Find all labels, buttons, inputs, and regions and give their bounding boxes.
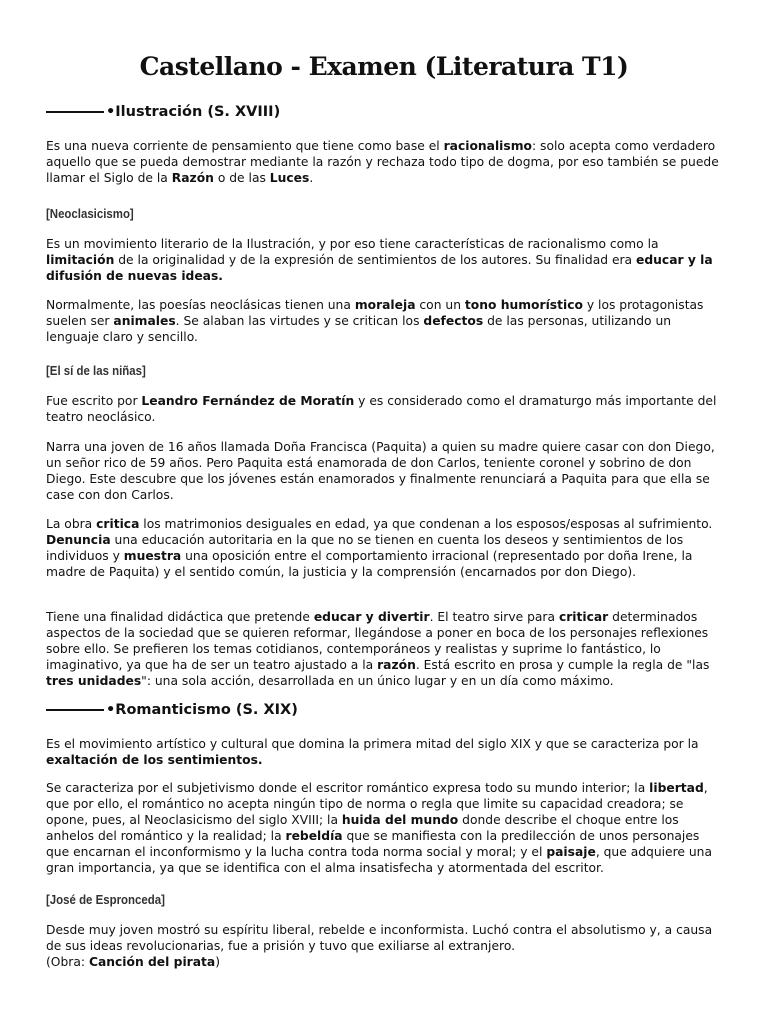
bold-term: criticar	[558, 610, 609, 624]
text-run: Se caracteriza por el subjetivismo donde el escritor romántico expresa todo su mundo interior; la	[46, 781, 650, 795]
section-heading-romanticismo: • Romanticismo (S. XIX)	[46, 702, 298, 718]
text-run: Fue escrito por	[46, 394, 142, 408]
text-run: . Se alaban las virtudes y se critican los	[175, 314, 424, 328]
text-run: . El teatro sirve para	[429, 610, 559, 624]
bold-term: tres unidades	[46, 674, 142, 688]
text-run: Desde muy joven mostró su espíritu liberal, rebelde e inconformista. Luchó contra el absolutismo y, a causa de sus ideas revolucionarias, fue a prisión y tuvo que exiliarse al extranjero.	[46, 923, 713, 953]
text-run: determinados aspectos de la sociedad que se quieren reformar, llegándose a poner en boca de los personajes reflexiones sobre ello. Se prefieren los temas cotidianos, contemporáneos y realistas y suprime lo fantástico, lo imaginativo, ya que ha de ser un teatro ajustado a la	[46, 610, 709, 672]
text-run: que se manifiesta con la predilección de unos personajes que encarnan el inconformismo y la lucha contra toda norma social y moral; y el	[46, 829, 700, 859]
paragraph	[46, 736, 726, 768]
bold-term: defectos	[423, 314, 484, 328]
subheading-jose-de-espronceda: [José de Espronceda]	[46, 892, 165, 907]
paragraph	[46, 439, 726, 503]
heading-rule	[46, 709, 104, 711]
text-run: . Está escrito en prosa y cumple la regla de "las	[415, 658, 710, 672]
text-run: Es el movimiento artístico y cultural que domina la primera mitad del siglo XIX y que se caracteriza por la	[46, 737, 699, 751]
text-run: Narra una joven de 16 años llamada Doña Francisca (Paquita) a quien su madre quiere casar con don Diego, un señor rico de 59 años. Pero Paquita está enamorada de don Carlos, teniente coronel y sobrino de don Diego. Este descubre que los jóvenes están enamorados y finalmente renunciará a Paquita para que ella se case con don Carlos.	[46, 440, 715, 502]
page-title: Castellano - Examen (Literatura T1)	[139, 52, 629, 81]
paragraph	[46, 922, 726, 954]
text-run: La obra	[46, 517, 97, 531]
text-run: )	[215, 955, 221, 969]
bold-term: exaltación de los sentimientos.	[46, 753, 263, 767]
paragraph	[46, 516, 726, 580]
bold-term: racionalismo	[443, 139, 532, 153]
text-run: y los protagonistas suelen ser	[46, 298, 704, 328]
section-heading-text: Ilustración (S. XVIII)	[115, 104, 281, 120]
bold-term: Canción del pirata	[88, 955, 216, 969]
bold-term: paisaje	[546, 845, 596, 859]
text-run: de las personas, utilizando un lenguaje claro y sencillo.	[46, 314, 672, 344]
text-run: una educación autoritaria en la que no se tienen en cuenta los deseos y sentimientos de los individuos y	[46, 533, 684, 563]
bold-term: Luces	[269, 171, 310, 185]
text-run: (Obra:	[46, 955, 89, 969]
text-run: una oposición entre el comportamiento irracional (representado por doña Irene, la madre de Paquita) y el sentido común, la justicia y la comprensión (encarnados por don Diego).	[46, 549, 693, 579]
bold-term: critica	[96, 517, 140, 531]
text-run: : solo acepta como verdadero aquello que se pueda demostrar mediante la razón y rechaza todo tipo de dogma, por eso también se puede llamar el Siglo de la	[46, 139, 719, 185]
paragraph	[46, 138, 726, 186]
bold-term: huida del mundo	[341, 813, 459, 827]
bold-term: educar y divertir	[313, 610, 430, 624]
bold-term: Razón	[171, 171, 214, 185]
text-run: con un	[415, 298, 465, 312]
paragraph	[46, 236, 726, 284]
subheading-neoclasicismo: [Neoclasicismo]	[46, 206, 134, 221]
bold-term: Leandro Fernández de Moratín	[141, 394, 355, 408]
text-run: ": una sola acción, desarrollada en un único lugar y en un día como máximo.	[141, 674, 614, 688]
text-run: Es una nueva corriente de pensamiento que tiene como base el	[46, 139, 444, 153]
bold-term: rebeldía	[285, 829, 343, 843]
bold-term: libertad	[649, 781, 704, 795]
text-run: o de las	[213, 171, 270, 185]
text-run: donde describe el choque entre los anhelos del romántico y la realidad; la	[46, 813, 679, 843]
subheading-el-si-de-las-ninas: [El sí de las niñas]	[46, 363, 146, 378]
text-run: .	[309, 171, 314, 185]
section-heading-ilustracion: • Ilustración (S. XVIII)	[46, 104, 280, 120]
paragraph	[46, 954, 726, 970]
text-run: de la originalidad y de la expresión de sentimientos de los autores. Su finalidad era	[114, 253, 637, 267]
text-run: Tiene una finalidad didáctica que pretende	[46, 610, 314, 624]
paragraph	[46, 609, 726, 689]
bold-term: razón	[377, 658, 416, 672]
text-run: Normalmente, las poesías neoclásicas tienen una	[46, 298, 355, 312]
bold-term: tono humorístico	[464, 298, 583, 312]
text-run: Es un movimiento literario de la Ilustración, y por eso tiene características de racionalismo como la	[46, 237, 659, 251]
section-heading-text: Romanticismo (S. XIX)	[115, 702, 298, 718]
paragraph	[46, 297, 726, 345]
bold-term: moraleja	[354, 298, 416, 312]
bold-term: animales	[113, 314, 176, 328]
paragraph	[46, 780, 726, 876]
text-run: , que adquiere una gran importancia, ya que se identifica con el alma insatisfecha y atormentada del escritor.	[46, 845, 713, 875]
text-run: los matrimonios desiguales en edad, ya que condenan a los esposos/esposas al sufrimiento.	[139, 517, 713, 531]
bold-term: Denuncia	[46, 533, 111, 547]
text-run: y es considerado como el dramaturgo más importante del teatro neoclásico.	[46, 394, 717, 424]
bold-term: educar y la difusión de nuevas ideas.	[46, 253, 713, 283]
text-run: , que por ello, el romántico no acepta ningún tipo de norma o regla que limite su capacidad creadora; se opone, pues, al Neoclasicismo del siglo XVIII; la	[46, 781, 708, 827]
paragraph	[46, 393, 726, 425]
heading-rule	[46, 111, 104, 113]
bold-term: limitación	[46, 253, 115, 267]
bold-term: muestra	[123, 549, 182, 563]
